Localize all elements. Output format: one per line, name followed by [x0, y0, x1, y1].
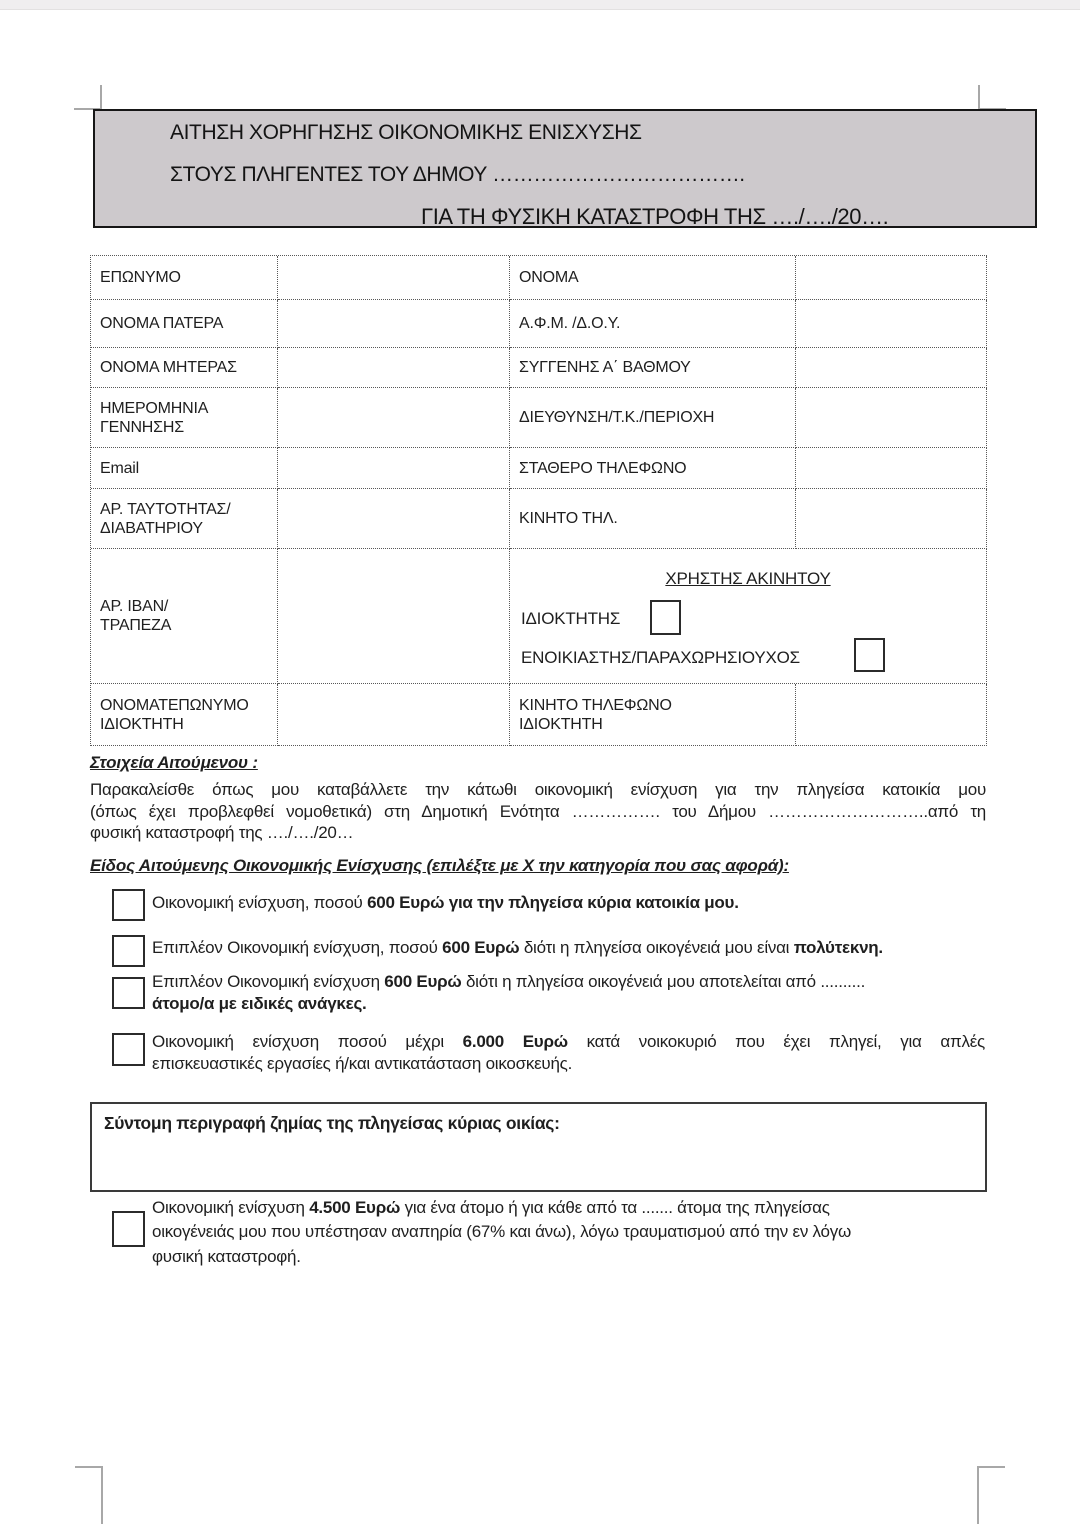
aid-section-heading: Είδος Αιτούμενης Οικονομικής Ενίσχυσης (επιλέξτε με Χ την κατηγορία που σας αφορά):	[90, 856, 789, 875]
table-row	[91, 448, 987, 489]
aid-option-600-special-needs	[152, 971, 985, 1015]
form-title-line2: ΣΤΟΥΣ ΠΛΗΓΕΝΤΕΣ ΤΟΥ ΔΗΜΟΥ ……………………………….	[170, 163, 745, 186]
label-firstname: ΟΝΟΜΑ	[510, 256, 796, 300]
input-id-passport[interactable]	[278, 489, 510, 549]
option-line: οικογένειάς μου που υπέστησαν αναπηρία (67% και άνω), λόγω τραυματισμού από την εν λόγω	[152, 1222, 852, 1242]
property-user-title: ΧΡΗΣΤΗΣ ΑΚΙΝΗΤΟΥ	[665, 569, 831, 588]
checkbox-aid-600-main-home[interactable]	[112, 889, 145, 921]
aid-option-4500-disability	[152, 1196, 934, 1269]
checkbox-aid-6000-repairs[interactable]	[112, 1033, 145, 1066]
input-birthdate[interactable]	[278, 388, 510, 448]
label-father-name: ΟΝΟΜΑ ΠΑΤΕΡΑ	[91, 300, 278, 348]
form-title-line3: ΓΙΑ ΤΗ ΦΥΣΙΚΗ ΚΑΤΑΣΤΡΟΦΗ ΤΗΣ …./…./20….	[421, 204, 889, 229]
label-email: Email	[91, 448, 278, 489]
option-line: άτομο/α με ειδικές ανάγκες.	[152, 994, 367, 1013]
label-id-passport: ΑΡ. ΤΑΥΤΟΤΗΤΑΣ/ ΔΙΑΒΑΤΗΡΙΟΥ	[91, 489, 278, 549]
table-row	[91, 549, 987, 684]
aid-option-6000-repairs	[152, 1031, 985, 1075]
table-row	[91, 388, 987, 448]
checkbox-owner[interactable]	[650, 600, 681, 635]
label-mother-name: ΟΝΟΜΑ ΜΗΤΕΡΑΣ	[91, 348, 278, 388]
crop-mark-bottom-right	[977, 1466, 1005, 1524]
damage-description-label: Σύντομη περιγραφή ζημίας της πληγείσας κύριας οικίας:	[104, 1113, 560, 1133]
crop-mark-top-right	[978, 85, 1006, 110]
aid-option-600-large-family: Επιπλέον Οικονομική ενίσχυση, ποσού 600 Ευρώ διότι η πληγείσα οικογένειά μου είναι πολύτεκνη.	[152, 938, 883, 957]
input-owner-mobile[interactable]	[796, 684, 987, 746]
paragraph-line: Παρακαλείσθε όπως μου καταβάλλετε την κάτωθι οικονομική ενίσχυση για την πληγείσα κατοικία μου	[90, 780, 986, 799]
tenant-label: ΕΝΟΙΚΙΑΣΤΗΣ/ΠΑΡΑΧΩΡΗΣΙΟΥΧΟΣ	[521, 648, 800, 667]
label-surname: ΕΠΩΝΥΜΟ	[91, 256, 278, 300]
label-mobile: ΚΙΝΗΤΟ ΤΗΛ.	[510, 489, 796, 549]
aid-option-600-main-home: Οικονομική ενίσχυση, ποσού 600 Ευρώ για την πληγείσα κύρια κατοικία μου.	[152, 893, 739, 912]
input-mobile[interactable]	[796, 489, 987, 549]
label-afm-doy: Α.Φ.Μ. /Δ.Ο.Υ.	[510, 300, 796, 348]
option-line: Οικονομική ενίσχυση 4.500 Ευρώ για ένα άτομο ή για κάθε από τα ....... άτομα της πληγείσας	[152, 1198, 830, 1217]
input-relative-a[interactable]	[796, 348, 987, 388]
paragraph-line: (όπως έχει προβλεφθεί νομοθετικά) στη Δημοτική Ενότητα ……………. του Δήμου ………………………..από τη	[90, 801, 986, 821]
viewer-top-edge	[0, 0, 1080, 10]
owner-label: ΙΔΙΟΚΤΗΤΗΣ	[521, 609, 621, 628]
table-row	[91, 300, 987, 348]
checkbox-aid-600-large-family[interactable]	[112, 935, 145, 967]
table-row	[91, 684, 987, 746]
label-relative-a: ΣΥΓΓΕΝΗΣ Α΄ ΒΑΘΜΟΥ	[510, 348, 796, 388]
table-row	[91, 489, 987, 549]
crop-mark-bottom-left	[75, 1466, 103, 1524]
label-owner-mobile: ΚΙΝΗΤΟ ΤΗΛΕΦΩΝΟ ΙΔΙΟΚΤΗΤΗ	[510, 684, 796, 746]
option-line: φυσική καταστροφή.	[152, 1246, 301, 1266]
input-surname[interactable]	[278, 256, 510, 300]
property-user-cell	[510, 549, 987, 684]
input-email[interactable]	[278, 448, 510, 489]
input-father-name[interactable]	[278, 300, 510, 348]
applicant-request-paragraph	[90, 779, 986, 844]
table-row	[91, 348, 987, 388]
input-afm-doy[interactable]	[796, 300, 987, 348]
input-owner-fullname[interactable]	[278, 684, 510, 746]
form-title-line1: ΑΙΤΗΣΗ ΧΟΡΗΓΗΣΗΣ ΟΙΚΟΝΟΜΙΚΗΣ ΕΝΙΣΧΥΣΗΣ	[170, 121, 642, 144]
applicant-table	[90, 255, 987, 746]
checkbox-aid-600-special-needs[interactable]	[112, 977, 145, 1009]
table-row	[91, 256, 987, 300]
form-title-box	[93, 109, 1037, 228]
damage-description-box[interactable]	[90, 1102, 987, 1192]
option-line: Οικονομική ενίσχυση ποσού μέχρι 6.000 Ευρώ κατά νοικοκυριό που έχει πληγεί, για απλές	[152, 1032, 985, 1051]
option-line: Επιπλέον Οικονομική ενίσχυση 600 Ευρώ διότι η πληγείσα οικογένειά μου αποτελείται από ..........	[152, 972, 866, 991]
label-iban-bank: ΑΡ. IBAN/ ΤΡΑΠΕΖΑ	[91, 549, 278, 684]
input-iban-bank[interactable]	[278, 549, 510, 684]
label-owner-fullname: ΟΝΟΜΑΤΕΠΩΝΥΜΟ ΙΔΙΟΚΤΗΤΗ	[91, 684, 278, 746]
checkbox-aid-4500-disability[interactable]	[112, 1211, 145, 1247]
input-mother-name[interactable]	[278, 348, 510, 388]
applicant-section-heading: Στοιχεία Αιτούμενου :	[90, 753, 258, 772]
input-address[interactable]	[796, 388, 987, 448]
checkbox-tenant[interactable]	[854, 638, 885, 672]
input-firstname[interactable]	[796, 256, 987, 300]
label-landline: ΣΤΑΘΕΡΟ ΤΗΛΕΦΩΝΟ	[510, 448, 796, 489]
label-address: ΔΙΕΥΘΥΝΣΗ/Τ.Κ./ΠΕΡΙΟΧΗ	[510, 388, 796, 448]
option-line: επισκευαστικές εργασίες ή/και αντικατάσταση οικοσκευής.	[152, 1054, 573, 1073]
input-landline[interactable]	[796, 448, 987, 489]
paragraph-line: φυσική καταστροφή της …./…./20…	[90, 823, 354, 842]
label-birthdate: ΗΜΕΡΟΜΗΝΙΑ ΓΕΝΝΗΣΗΣ	[91, 388, 278, 448]
crop-mark-top-left	[74, 85, 102, 110]
